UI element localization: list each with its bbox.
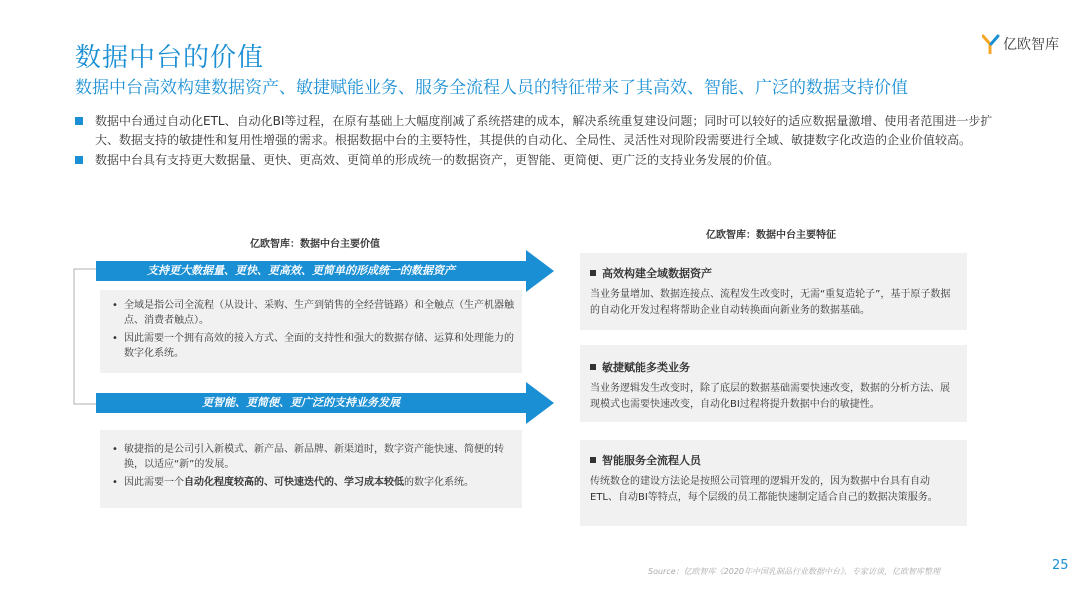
logo-text: 亿欧智库	[1003, 37, 1059, 53]
right-panel-title: 亿欧智库：数据中台主要特征	[706, 230, 836, 241]
intro-bullets	[75, 112, 1010, 171]
page-title: 数据中台的价值	[75, 43, 265, 73]
intro-bullet: 数据中台具有支持更大数据量、更快、更高效、更简单的形成统一的数据资产，更智能、更简便、更广泛的支持业务发展的价值。	[75, 151, 1010, 170]
feature-title: 智能服务全流程人员	[590, 452, 957, 468]
feature-title: 敏捷赋能多类业务	[590, 359, 957, 375]
square-bullet-icon	[75, 156, 83, 164]
square-bullet-icon	[590, 270, 596, 276]
list-item: • 因此需要一个自动化程度较高的、可快速迭代的、学习成本较低的数字化系统。	[112, 477, 474, 488]
square-bullet-icon	[590, 457, 596, 463]
page-subtitle: 数据中台高效构建数据资产、敏捷赋能业务、服务全流程人员的特征带来了其高效、智能、广泛的数据支持价值	[75, 78, 908, 98]
feature-title: 高效构建全域数据资产	[590, 265, 957, 281]
square-bullet-icon	[75, 117, 83, 125]
source-note: Source：亿欧智库《2020年中国乳制品行业数据中台》、专家访谈，亿欧智库整理	[647, 567, 940, 576]
value-arrow-2	[96, 382, 556, 426]
arrow-label: 支持更大数据量、更快、更高效、更简单的形成统一的数据资产	[147, 264, 455, 277]
value-arrow-1	[96, 250, 556, 294]
feature-card-1	[580, 253, 967, 330]
feature-card-3	[580, 440, 967, 526]
list-item: • 因此需要一个拥有高效的接入方式、全面的支持性和强大的数据存储、运算和处理能力的数字化系统。	[112, 333, 514, 359]
feature-text: 当业务量增加、数据连接点、流程发生改变时，无需“重复造轮子”，基于原子数据的自动化开发过程将帮助企业自动转换面向新业务的数据基础。	[590, 289, 951, 316]
intro-bullet: 数据中台通过自动化ETL、自动化BI等过程，在原有基础上大幅度削减了系统搭建的成本，解决系统重复建设问题；同时可以较好的适应数据量激增、使用者范围进一步扩大、数据支持的敏捷性和复用性增强的需求。根据数据中台的主要特性，其提供的自动化、全局性、灵活性对现阶段需要进行全域、敏捷数字化改造的企业价值较高。	[75, 112, 1010, 150]
feature-text: 传统数仓的建设方法论是按照公司管理的逻辑开发的，因为数据中台具有自动ETL、自动BI等特点，每个层级的员工都能快速制定适合自己的数据决策服务。	[590, 476, 938, 503]
square-bullet-icon	[590, 364, 596, 370]
logo-mark-icon	[982, 34, 1000, 54]
brand-logo	[982, 34, 1059, 54]
arrow-label: 更智能、更简便、更广泛的支持业务发展	[202, 396, 400, 409]
page-number: 25	[1052, 558, 1069, 573]
left-panel-title: 亿欧智库：数据中台主要价值	[250, 239, 380, 250]
value-card-1	[100, 290, 522, 373]
feature-card-2	[580, 345, 967, 422]
list-item: • 全域是指公司全流程（从设计、采购、生产到销售的全经营链路）和全触点（生产机器触点、消费者触点）。	[112, 300, 514, 326]
feature-text: 当业务逻辑发生改变时，除了底层的数据基础需要快速改变，数据的分析方法、展现模式也需要快速改变，自动化BI过程将提升数据中台的敏捷性。	[590, 383, 950, 410]
list-item: • 敏捷指的是公司引入新模式、新产品、新品牌、新渠道时，数字资产能快速、简便的转换，以适应“新”的发展。	[112, 444, 504, 470]
value-card-2	[100, 430, 522, 508]
